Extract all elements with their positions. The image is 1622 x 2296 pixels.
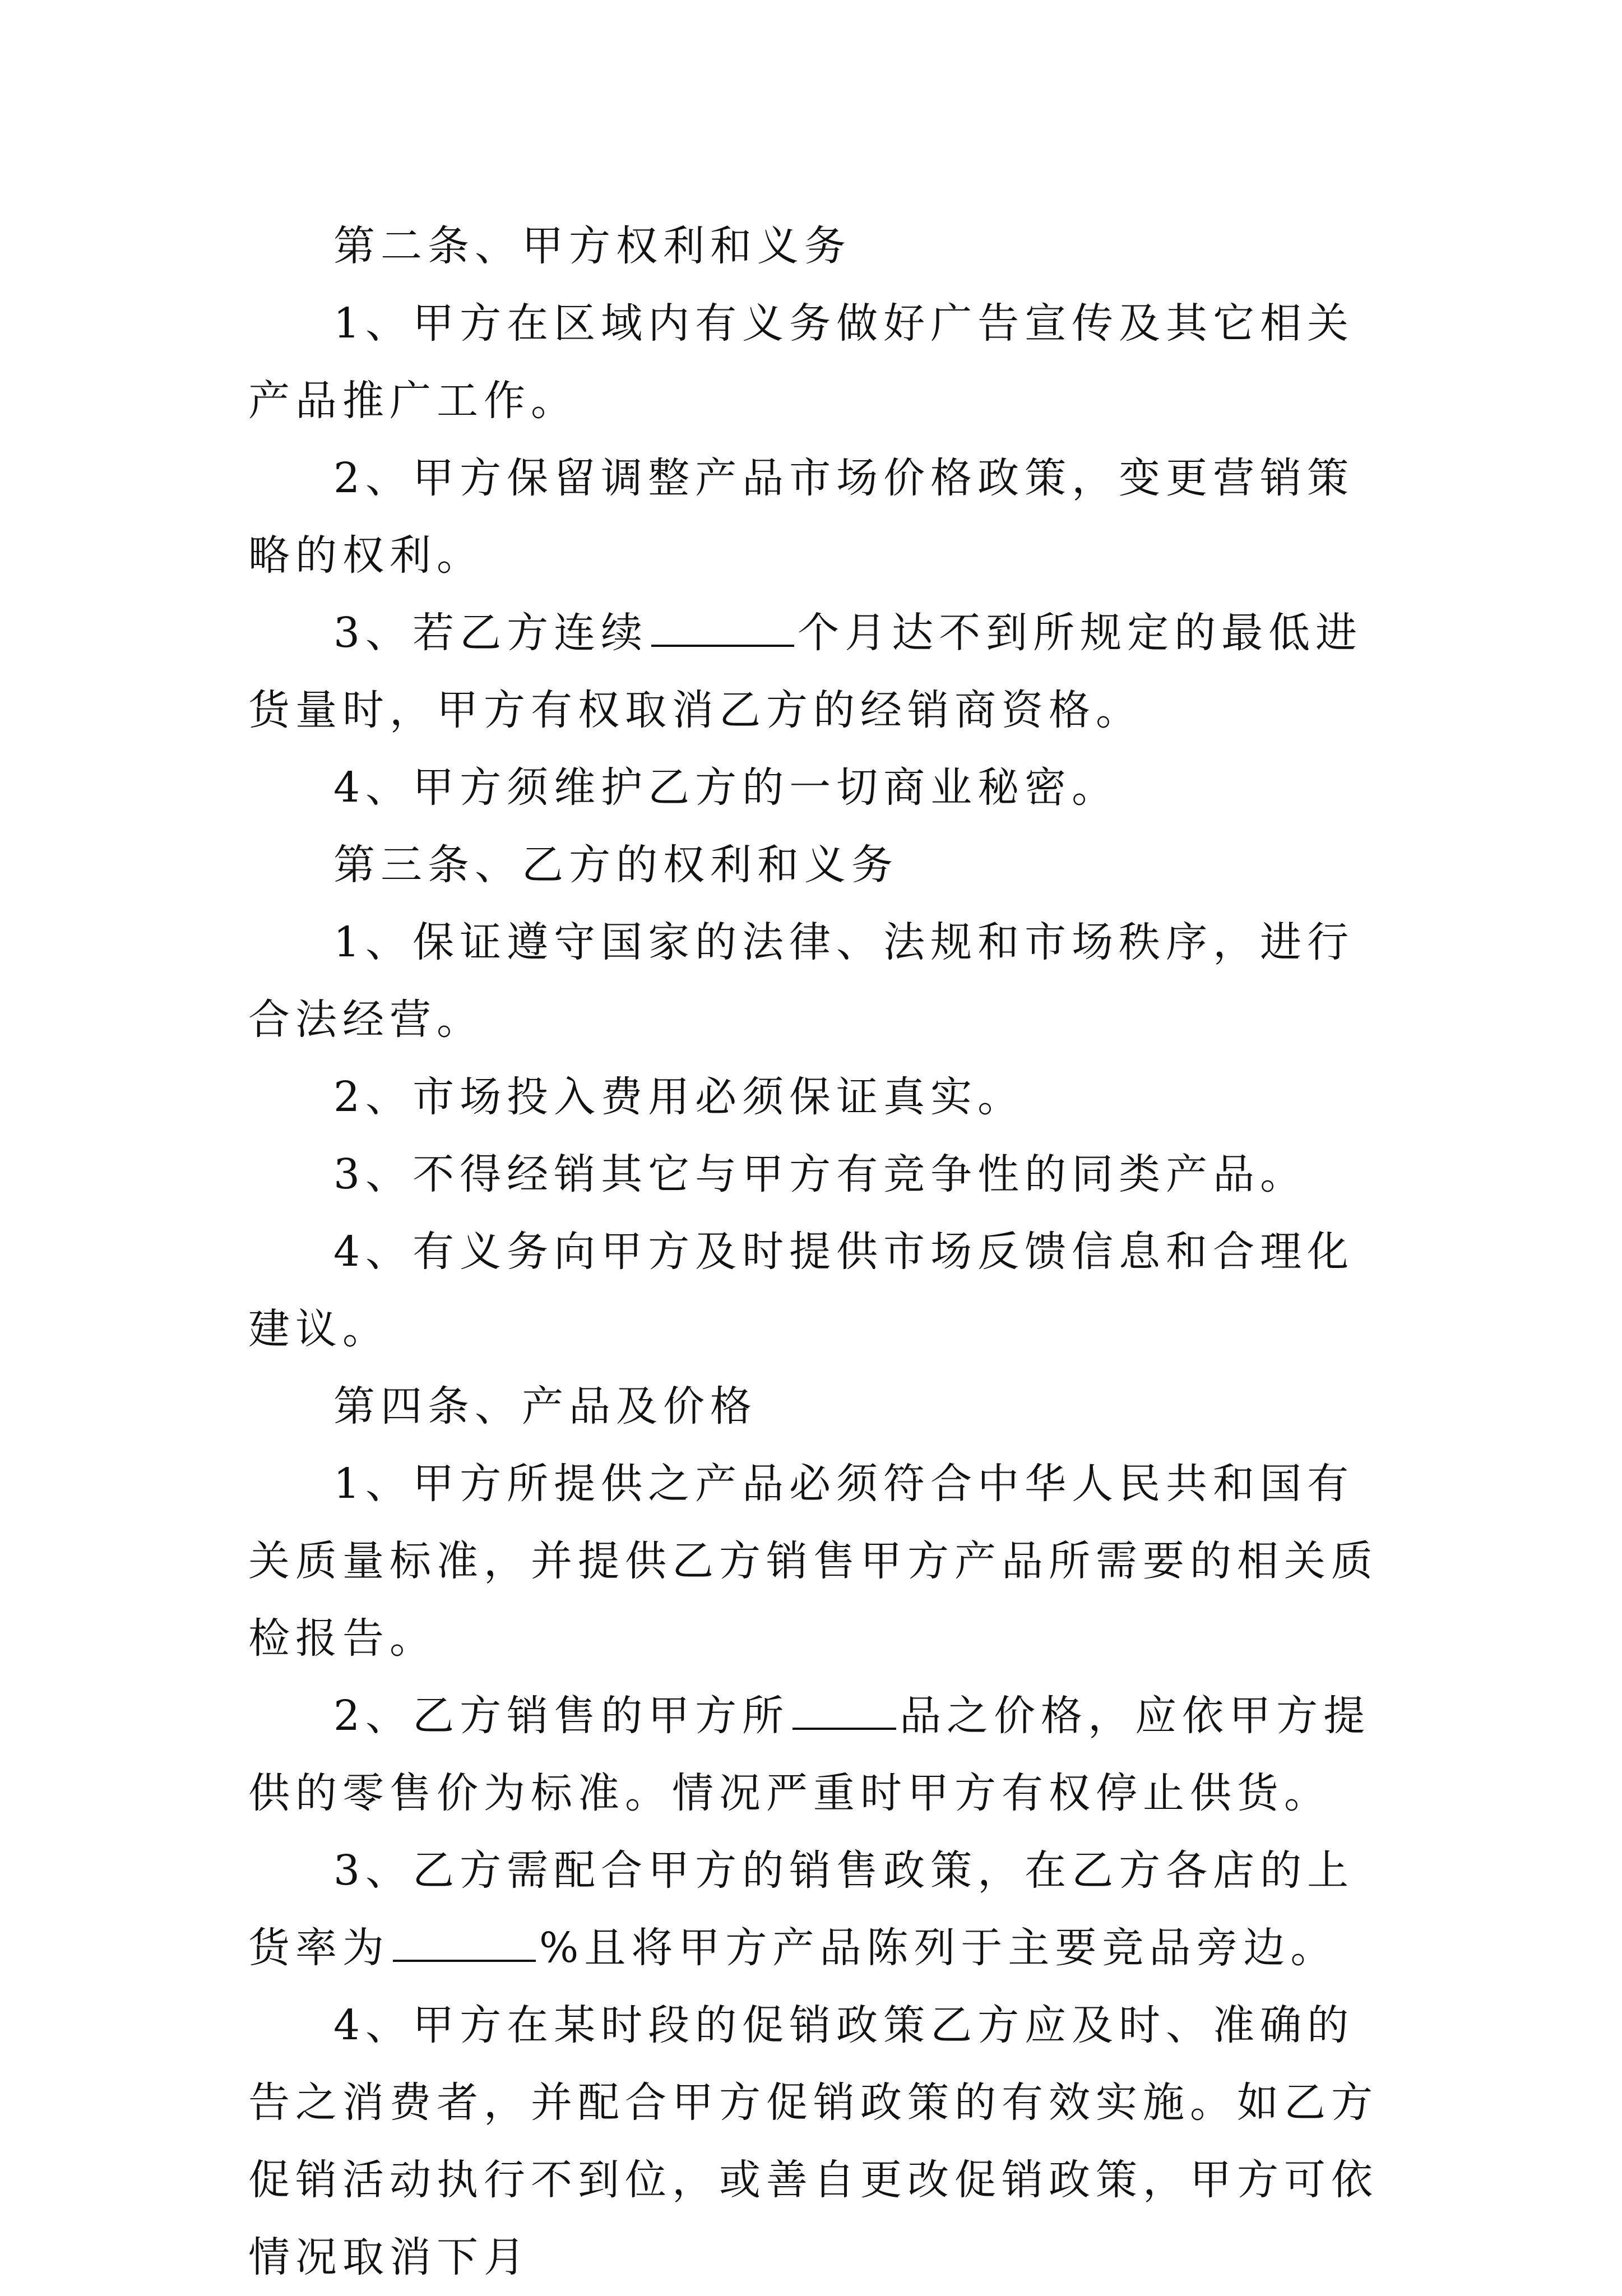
article-heading: 第四条、产品及价格	[333, 1382, 757, 1431]
clause-text: 3、若乙方连续	[333, 609, 648, 657]
clause-text: %且将甲方产品陈列于主要竞品旁边。	[539, 1924, 1338, 1972]
clause-paragraph: 2、市场投入费用必须保证真实。	[333, 1073, 1025, 1121]
clause-paragraph: 1、甲方在区域内有义务做好广告宣传及其它相关产品推广工作。	[248, 299, 1355, 425]
clause-paragraph: 1、甲方所提供之产品必须符合中华人民共和国有关质量标准，并提供乙方销售甲方产品所需要的相关质检报告。	[248, 1460, 1378, 1663]
clause-paragraph	[248, 594, 1392, 749]
clause-paragraph: 4、有义务向甲方及时提供市场反馈信息和合理化建议。	[248, 1228, 1355, 1353]
clause-text: 3、乙方需配合甲方的销售政策，在乙方各店的上货率为	[248, 1846, 1355, 1972]
fill-in-blank	[793, 1695, 896, 1730]
article-heading: 第二条、甲方权利和义务	[333, 222, 851, 270]
clause-text: 品之价格，应依甲方提供的零售价为标准。情况严重时甲方有权停止供货。	[248, 1692, 1371, 1817]
clause-paragraph: 4、甲方须维护乙方的一切商业秘密。	[333, 763, 1119, 812]
clause-paragraph	[248, 1677, 1392, 1832]
fill-in-blank	[393, 1927, 536, 1962]
clause-text: 个月达不到所规定的最低进货量时，甲方有权取消乙方的经销商资格。	[248, 609, 1363, 734]
clause-paragraph	[248, 1832, 1392, 1987]
article-heading: 第三条、乙方的权利和义务	[333, 841, 898, 889]
clause-paragraph: 1、保证遵守国家的法律、法规和市场秩序，进行合法经营。	[248, 918, 1355, 1044]
clause-paragraph: 4、甲方在某时段的促销政策乙方应及时、准确的告之消费者，并配合甲方促销政策的有效实施。如乙方促销活动执行不到位，或善自更改促销政策，甲方可依情况取消下月	[248, 2001, 1378, 2281]
clause-text: 2、乙方销售的甲方所	[333, 1692, 790, 1740]
clause-paragraph: 2、甲方保留调整产品市场价格政策，变更营销策略的权利。	[248, 454, 1355, 580]
clause-paragraph: 3、不得经销其它与甲方有竞争性的同类产品。	[333, 1150, 1308, 1198]
fill-in-blank	[651, 612, 794, 647]
document-body	[248, 207, 1392, 2296]
